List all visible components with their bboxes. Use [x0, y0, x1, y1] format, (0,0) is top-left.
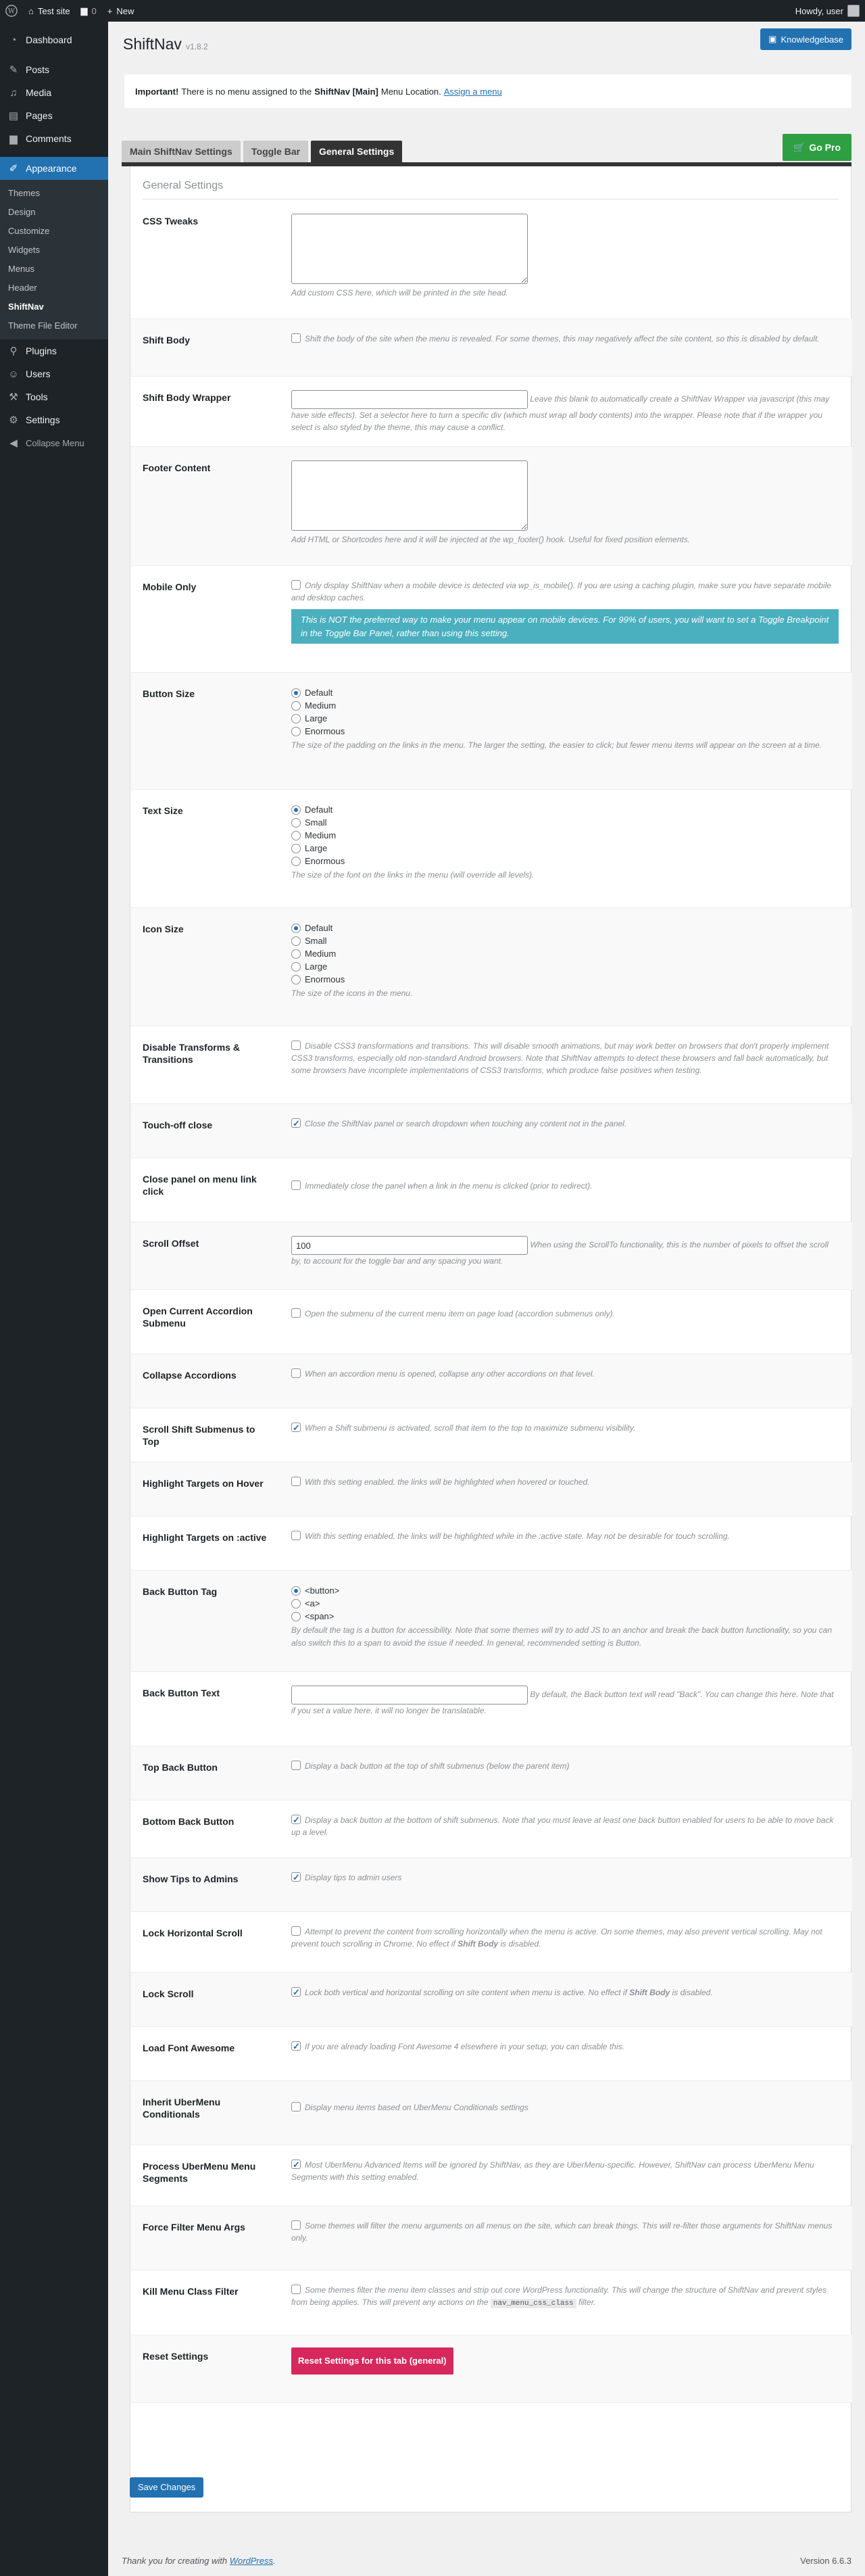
radio-label: <span>: [305, 1611, 335, 1621]
comments-count: 0: [91, 5, 97, 16]
page-title: [123, 35, 208, 53]
setting-label: Touch-off close: [143, 1120, 213, 1130]
setting-description: Attempt to prevent the content from scrolling horizontally when the menu is active. On some themes, may also prevent vertical scrolling. May not prevent touch scrolling in Chrome. No effect if: [291, 1927, 822, 1949]
sidebar-item-posts[interactable]: [0, 58, 108, 81]
setting-row-inherit-ubermenu: [130, 2081, 852, 2145]
comment-icon: ▆: [9, 133, 18, 145]
setting-description-after: is disabled.: [500, 1939, 541, 1949]
radio-label: Enormous: [305, 974, 345, 984]
notice-strong: Important!: [135, 86, 179, 97]
radio-label: Medium: [305, 700, 337, 711]
radio-button[interactable]: [291, 701, 301, 711]
force-filter-menu-args-checkbox[interactable]: [291, 2220, 301, 2230]
setting-label: Shift Body: [143, 335, 190, 345]
radio-label: Large: [305, 713, 328, 723]
mobile-only-checkbox[interactable]: [291, 580, 301, 590]
load-font-awesome-checkbox[interactable]: [291, 2041, 301, 2051]
top-back-button-checkbox[interactable]: [291, 1761, 301, 1770]
notice-text-before: There is no menu assigned to the: [181, 86, 312, 97]
setting-row-text-size: [130, 790, 852, 908]
setting-description: When an accordion menu is opened, collapse any other accordions on that level.: [305, 1369, 595, 1379]
setting-label: Collapse Accordions: [143, 1370, 237, 1381]
show-tips-checkbox[interactable]: [291, 1872, 301, 1882]
text-size-option[interactable]: [291, 829, 839, 842]
setting-row-back-button-text: [130, 1672, 852, 1746]
radio-label: Enormous: [305, 855, 345, 866]
radio-label: Large: [305, 842, 328, 853]
back-button-tag-option[interactable]: [291, 1597, 839, 1610]
setting-label: Highlight Targets on :active: [143, 1532, 267, 1543]
setting-description: By default the tag is a button for accessibility. Note that some themes will try to add JS to an anchor and break the back button functionality, so you can also switch this to a span to avoid the issue if needed. In general, recommended setting is Button.: [291, 1625, 832, 1648]
setting-row-load-font-awesome: [130, 2027, 852, 2081]
radio-label: Enormous: [305, 725, 345, 736]
setting-label: Reset Settings: [143, 2351, 209, 2362]
setting-description: Add HTML or Shortcodes here and it will be injected at the wp_footer() hook. Useful for fixed position elements.: [291, 535, 691, 544]
radio-button[interactable]: [291, 831, 301, 840]
setting-label: Top Back Button: [143, 1762, 218, 1773]
setting-description: Display a back button at the bottom of shift submenus. Note that you must leave at least one back button enabled for users to be able to move back up a level.: [291, 1815, 834, 1837]
setting-description: The size of the padding on the links in the menu. The larger the setting, the easier to click; but fewer menu items will appear on the screen at a time.: [291, 740, 822, 750]
sidebar-item-media[interactable]: [0, 81, 108, 104]
tab-general-settings[interactable]: General Settings: [311, 141, 402, 162]
radio-button[interactable]: [291, 924, 301, 933]
setting-description: With this setting enabled, the links will be highlighted when hovered or touched.: [305, 1477, 590, 1487]
setting-description-after: filter.: [578, 2297, 596, 2307]
process-ubermenu-checkbox[interactable]: [291, 2160, 301, 2169]
setting-row-lock-scroll: [130, 1973, 852, 2027]
radio-button[interactable]: [291, 1586, 301, 1596]
sidebar-item-label: Tools: [26, 391, 48, 402]
setting-row-footer-content: [130, 447, 852, 566]
setting-description: By default, the Back button text will read "Back". You can change this here. Note that if you set a value here, it will no longer be translatable.: [291, 1690, 834, 1715]
plugin-icon: ⚲: [9, 345, 18, 357]
sidebar-item-label: Comments: [26, 133, 72, 144]
setting-row-top-back-button: [130, 1746, 852, 1800]
setting-description: Shift the body of the site when the menu is revealed. For some themes, this may negatively affect the site content, so this is disabled by default.: [305, 334, 820, 343]
setting-row-css-tweaks: [130, 200, 852, 319]
sidebar-item-tools[interactable]: [0, 385, 108, 408]
button-size-option[interactable]: [291, 699, 839, 712]
sidebar-item-settings[interactable]: [0, 408, 108, 431]
setting-label: Mobile Only: [143, 581, 197, 592]
tab-main-shiftnav-settings[interactable]: Main ShiftNav Settings: [122, 141, 241, 162]
mobile-only-tip: This is NOT the preferred way to make your menu appear on mobile devices. For 99% of users, you will want to set a Toggle Breakpoint in the Toggle Bar Panel, rather than using this setting.: [291, 609, 839, 644]
radio-label: Medium: [305, 948, 337, 959]
home-icon: ⌂: [28, 5, 34, 16]
footer-content-textarea[interactable]: [291, 460, 528, 531]
sidebar-item-label: Pages: [26, 110, 53, 121]
setting-label: Inherit UberMenu Conditionals: [143, 2097, 221, 2120]
lock-horizontal-scroll-checkbox[interactable]: [291, 1926, 301, 1936]
version-label: v1.8.2: [185, 42, 208, 51]
dashboard-icon: ◔: [10, 34, 17, 46]
go-pro-label: Go Pro: [809, 142, 841, 153]
radio-button[interactable]: [291, 975, 301, 984]
submenu-item-design[interactable]: Design: [8, 207, 36, 217]
collapse-label: Collapse Menu: [26, 437, 84, 448]
howdy-text: Howdy, user: [795, 5, 843, 16]
setting-description: Lock both vertical and horizontal scrolling on site content when menu is active. No effect if: [305, 1988, 627, 1997]
radio-button[interactable]: [291, 818, 301, 828]
submenu-item-themes[interactable]: Themes: [8, 188, 40, 198]
collapse-menu-button[interactable]: [0, 431, 108, 454]
panel-title: General Settings: [143, 180, 224, 191]
setting-label: Back Button Tag: [143, 1586, 218, 1597]
text-size-option[interactable]: [291, 816, 839, 829]
setting-label: Load Font Awesome: [143, 2043, 235, 2053]
button-size-option[interactable]: [291, 725, 839, 738]
close-panel-on-click-checkbox[interactable]: [291, 1180, 301, 1190]
sidebar-item-appearance[interactable]: [0, 157, 108, 180]
save-changes-button[interactable]: Save Changes: [130, 2477, 203, 2498]
radio-label: <button>: [305, 1585, 340, 1596]
appearance-submenu: [0, 180, 108, 339]
setting-label: CSS Tweaks: [143, 216, 199, 226]
setting-label: Bottom Back Button: [143, 1816, 234, 1827]
bottom-back-button-checkbox[interactable]: [291, 1815, 301, 1824]
icon-size-option[interactable]: [291, 973, 839, 986]
setting-row-bottom-back-button: [130, 1800, 852, 1858]
submenu-item-theme-file-editor[interactable]: Theme File Editor: [8, 320, 78, 331]
back-button-tag-radio-group: [291, 1584, 839, 1649]
radio-button[interactable]: [291, 727, 301, 736]
setting-row-reset-settings: [130, 2335, 852, 2403]
text-size-option[interactable]: [291, 855, 839, 867]
touch-off-close-checkbox[interactable]: [291, 1118, 301, 1128]
setting-row-process-ubermenu: [130, 2145, 852, 2206]
open-current-accordion-checkbox[interactable]: [291, 1308, 301, 1318]
setting-row-shift-body-wrapper: [130, 377, 852, 447]
collapse-icon: ◀: [9, 437, 18, 449]
tab-toggle-bar[interactable]: Toggle Bar: [243, 141, 308, 162]
assign-menu-link[interactable]: Assign a menu: [443, 86, 502, 97]
submenu-item-customize[interactable]: Customize: [8, 226, 50, 236]
radio-button[interactable]: [291, 936, 301, 946]
setting-description: With this setting enabled, the links will be highlighted while in the :active state. May not be desirable for touch scrolling.: [305, 1531, 730, 1541]
tools-icon: ⚒: [9, 391, 18, 403]
sidebar-item-comments[interactable]: [0, 127, 108, 150]
setting-description-after: is disabled.: [672, 1988, 713, 1997]
setting-row-force-filter-menu-args: [130, 2206, 852, 2270]
text-size-option[interactable]: [291, 842, 839, 855]
setting-description: Display menu items based on UberMenu Conditionals settings: [305, 2103, 528, 2112]
settings-tabs: [122, 141, 851, 166]
inherit-ubermenu-checkbox[interactable]: [291, 2102, 301, 2112]
icon-size-radio-group: [291, 922, 839, 1000]
setting-row-icon-size: [130, 908, 852, 1026]
avatar: [847, 5, 860, 17]
setting-label: Icon Size: [143, 924, 184, 934]
sidebar-item-plugins[interactable]: [0, 339, 108, 362]
setting-description: Some themes will filter the menu arguments on all menus on the site, which can break things. This will re-filter those arguments for ShiftNav menus only.: [291, 2221, 833, 2243]
setting-description: Close the ShiftNav panel or search dropdown when touching any content not in the panel.: [305, 1119, 627, 1128]
icon-size-option[interactable]: [291, 960, 839, 973]
setting-row-kill-menu-class-filter: [130, 2270, 852, 2335]
sidebar-item-label: Media: [26, 87, 52, 98]
back-button-tag-option[interactable]: [291, 1584, 839, 1597]
new-content-link[interactable]: [102, 0, 140, 22]
button-size-option[interactable]: [291, 686, 839, 699]
setting-label: Close panel on menu link click: [143, 1174, 257, 1197]
setting-label: Text Size: [143, 805, 183, 816]
setting-label: Highlight Targets on Hover: [143, 1478, 264, 1489]
setting-description: Display a back button at the top of shift submenus (below the parent item): [305, 1761, 570, 1771]
radio-label: Small: [305, 935, 327, 946]
highlight-active-checkbox[interactable]: [291, 1531, 301, 1540]
setting-row-scroll-shift-submenus: [130, 1408, 852, 1462]
sidebar-item-label: Appearance: [26, 163, 77, 174]
comments-link[interactable]: [76, 0, 102, 22]
setting-label: Scroll Offset: [143, 1238, 199, 1249]
notice-menu-name: ShiftNav [Main]: [314, 86, 378, 97]
lock-scroll-checkbox[interactable]: [291, 1987, 301, 1997]
radio-label: Default: [305, 687, 333, 698]
radio-button[interactable]: [291, 844, 301, 853]
notice-text-after: Menu Location.: [380, 86, 441, 97]
setting-description: Disable CSS3 transformations and transitions. This will disable smooth animations, but may work better on browsers that don't properly implement CSS3 transforms, especially old non-standard Android browsers. Note that ShiftNav attempts to detect these browsers and fall back automatically, but some browsers have incomplete implementations of CSS3 transforms, which produce false positives when testing.: [291, 1041, 829, 1075]
setting-description: The size of the icons in the menu.: [291, 988, 413, 998]
setting-label: Show Tips to Admins: [143, 1874, 239, 1884]
admin-menu: [0, 22, 108, 2576]
reset-settings-button[interactable]: Reset Settings for this tab (general): [291, 2347, 453, 2375]
css-class-filter-code: nav_menu_css_class: [491, 2299, 576, 2308]
users-icon: ☺: [8, 368, 19, 380]
icon-size-option[interactable]: [291, 947, 839, 960]
sidebar-item-label: Posts: [26, 64, 50, 75]
settings-panel: [130, 166, 851, 2512]
setting-row-highlight-hover: [130, 1462, 852, 1517]
setting-description: Only display ShiftNav when a mobile device is detected via wp_is_mobile(). If you are using a caching plugin, make sure you have separate mobile and desktop caches.: [291, 581, 832, 602]
radio-button[interactable]: [291, 805, 301, 815]
book-icon: ▣: [768, 34, 777, 44]
kill-menu-class-filter-checkbox[interactable]: [291, 2285, 301, 2294]
go-pro-button[interactable]: [783, 134, 851, 161]
setting-label: Scroll Shift Submenus to Top: [143, 1424, 255, 1448]
submenu-item-widgets[interactable]: Widgets: [8, 245, 40, 255]
disable-transforms-checkbox[interactable]: [291, 1041, 301, 1050]
radio-button[interactable]: [291, 1599, 301, 1608]
back-button-text-input[interactable]: [291, 1686, 528, 1704]
submenu-item-menus[interactable]: Menus: [8, 264, 35, 274]
setting-label: Shift Body Wrapper: [143, 392, 231, 403]
radio-button[interactable]: [291, 714, 301, 723]
setting-description: Immediately close the panel when a link in the menu is clicked (prior to redirect).: [305, 1181, 593, 1191]
setting-description: Display tips to admin users: [305, 1873, 402, 1882]
shift-body-checkbox[interactable]: [291, 333, 301, 343]
brush-icon: ✐: [9, 163, 18, 174]
text-size-option[interactable]: [291, 803, 839, 816]
page-icon: ▤: [8, 110, 19, 122]
my-account-link[interactable]: [790, 0, 865, 22]
setting-row-button-size: [130, 673, 852, 790]
setting-label: Force Filter Menu Args: [143, 2222, 245, 2233]
site-name-label: Test site: [37, 5, 70, 16]
setting-description: When a Shift submenu is activated, scroll that item to the top to maximize submenu visibility.: [305, 1423, 636, 1433]
radio-label: <a>: [305, 1598, 320, 1608]
radio-button[interactable]: [291, 857, 301, 866]
setting-label: Lock Scroll: [143, 1988, 194, 1999]
radio-label: Medium: [305, 830, 337, 840]
setting-description-strong: Shift Body: [458, 1939, 499, 1949]
setting-row-lock-horizontal-scroll: [130, 1912, 852, 1973]
media-icon: ♫: [9, 87, 18, 99]
button-size-option[interactable]: [291, 712, 839, 725]
menu-notice: [122, 74, 851, 108]
knowledgebase-label: Knowledgebase: [781, 34, 843, 45]
setting-label: Disable Transforms & Transitions: [143, 1042, 240, 1066]
setting-row-collapse-accordions: [130, 1354, 852, 1408]
setting-row-touch-off-close: [130, 1104, 852, 1158]
setting-label: Kill Menu Class Filter: [143, 2286, 239, 2297]
setting-description: Open the submenu of the current menu item on page load (accordion submenus only).: [305, 1309, 615, 1318]
setting-row-back-button-tag: [130, 1571, 852, 1672]
shift-body-wrapper-input[interactable]: [291, 390, 528, 409]
submenu-item-shiftnav[interactable]: ShiftNav: [8, 302, 44, 312]
footer-thanks: Thank you for creating with WordPress.: [122, 2556, 276, 2566]
radio-label: Large: [305, 961, 328, 972]
admin-bar: [0, 0, 865, 22]
setting-label: Back Button Text: [143, 1688, 220, 1698]
knowledgebase-button[interactable]: [760, 28, 851, 50]
setting-description: Leave this blank to automatically create a ShiftNav Wrapper via javascript (this may have side effects). Set a selector here to turn a specific div (which must wrap all body contents) into the wrapper. Please note that if the wrapper you select is also styled by the theme, this may cause a conflict.: [291, 394, 830, 432]
svg-text:W: W: [7, 7, 16, 16]
text-size-radio-group: [291, 803, 839, 882]
plus-icon: +: [107, 5, 113, 16]
button-size-radio-group: [291, 686, 839, 752]
setting-row-show-tips: [130, 1858, 852, 1912]
setting-row-disable-transforms: [130, 1026, 852, 1104]
setting-description: If you are already loading Font Awesome 4 elsewhere in your setup, you can disable this.: [305, 2042, 624, 2051]
pin-icon: ✎: [9, 64, 18, 76]
setting-row-highlight-active: [130, 1517, 852, 1571]
sidebar-item-label: Users: [26, 368, 51, 379]
icon-size-option[interactable]: [291, 934, 839, 947]
new-label: New: [116, 5, 134, 16]
radio-button[interactable]: [291, 1612, 301, 1621]
scroll-offset-input[interactable]: [291, 1236, 528, 1255]
setting-description: When using the ScrollTo functionality, this is the number of pixels to offset the scroll by, to account for the toggle bar and any spacing you want.: [291, 1240, 829, 1266]
radio-label: Small: [305, 817, 327, 828]
wp-logo-icon[interactable]: [0, 0, 23, 22]
submenu-item-header[interactable]: Header: [8, 283, 37, 293]
setting-description: The size of the font on the links in the menu (will override all levels).: [291, 870, 535, 880]
collapse-accordions-checkbox[interactable]: [291, 1368, 301, 1378]
radio-button[interactable]: [291, 962, 301, 972]
wordpress-link[interactable]: WordPress: [229, 2556, 273, 2566]
sidebar-item-pages[interactable]: [0, 104, 108, 127]
setting-label: Button Size: [143, 688, 195, 699]
radio-button[interactable]: [291, 688, 301, 698]
setting-description: Most UberMenu Advanced Items will be ignored by ShiftNav, as they are UberMenu-specific. However, ShiftNav can process UberMenu Menu Segments with this setting enabled.: [291, 2160, 814, 2182]
cart-icon: 🛒: [793, 141, 806, 153]
setting-label: Footer Content: [143, 462, 211, 473]
back-button-tag-option[interactable]: [291, 1610, 839, 1623]
setting-label: Lock Horizontal Scroll: [143, 1928, 243, 1938]
settings-icon: ⚙: [9, 414, 18, 426]
site-name-link[interactable]: [23, 0, 76, 22]
sidebar-item-dashboard[interactable]: [0, 28, 108, 51]
radio-button[interactable]: [291, 949, 301, 959]
setting-label: Open Current Accordion Submenu: [143, 1306, 253, 1329]
setting-row-open-current-accordion: [130, 1290, 852, 1354]
scroll-shift-submenus-checkbox[interactable]: [291, 1423, 301, 1432]
sidebar-item-label: Settings: [26, 414, 60, 425]
radio-label: Default: [305, 804, 333, 815]
setting-row-scroll-offset: [130, 1222, 852, 1290]
icon-size-option[interactable]: [291, 922, 839, 934]
setting-description: Some themes filter the menu item classes and strip out core WordPress functionality. This will change the structure of ShiftNav and prevent styles from being applies. This will prevent any actions on the: [291, 2285, 827, 2307]
sidebar-item-label: Dashboard: [26, 34, 72, 45]
sidebar-item-users[interactable]: [0, 362, 108, 385]
sidebar-item-label: Plugins: [26, 345, 57, 356]
highlight-hover-checkbox[interactable]: [291, 1477, 301, 1486]
setting-description: Add custom CSS here, which will be printed in the site head.: [291, 288, 508, 297]
css-tweaks-textarea[interactable]: [291, 214, 528, 284]
setting-description-strong: Shift Body: [629, 1988, 670, 1997]
page-title-text: ShiftNav: [123, 35, 182, 53]
footer-thanks-text: Thank you for creating with: [122, 2556, 228, 2566]
setting-row-mobile-only: [130, 566, 852, 673]
radio-label: Default: [305, 922, 333, 933]
comment-icon: ▆: [80, 5, 88, 16]
setting-row-shift-body: [130, 319, 852, 377]
footer-version: Version 6.6.3: [800, 2556, 851, 2566]
setting-row-close-panel-on-click: [130, 1158, 852, 1222]
setting-label: Process UberMenu Menu Segments: [143, 2161, 256, 2185]
